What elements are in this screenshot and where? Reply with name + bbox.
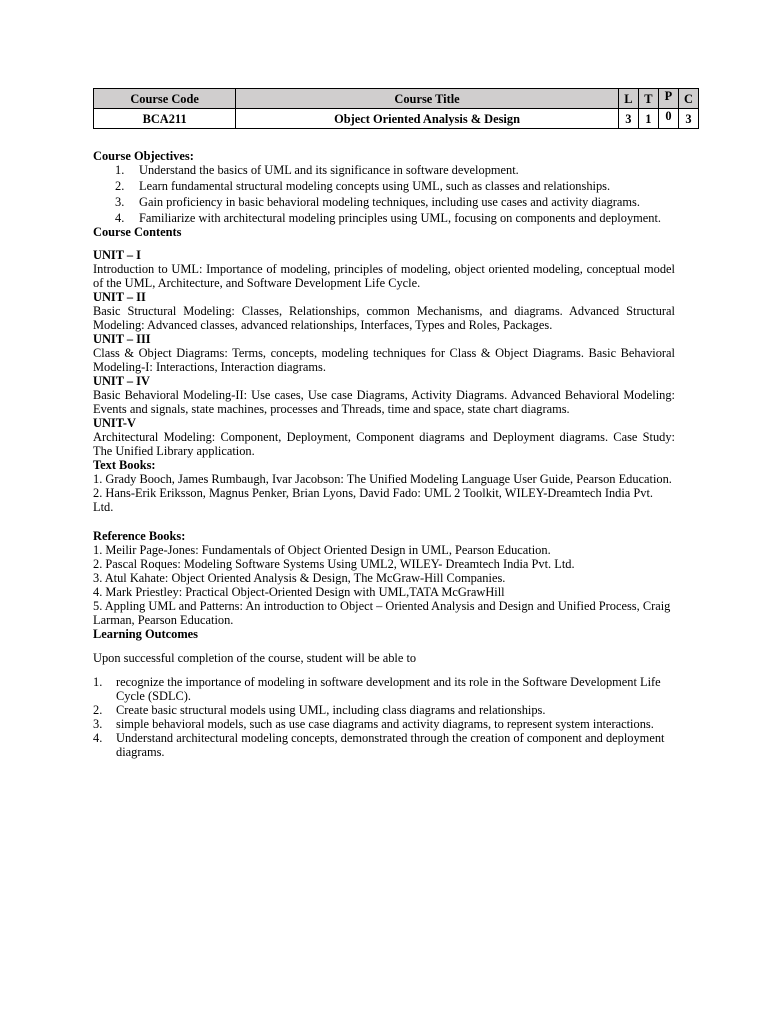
syllabus-page xyxy=(93,88,693,759)
course-code-header: Course Code xyxy=(94,89,236,109)
reference-book-item: 1. Meilir Page-Jones: Fundamentals of Object Oriented Design in UML, Pearson Education. xyxy=(93,543,551,557)
objective-item: 3. Gain proficiency in basic behavioral modeling techniques, including use cases and activity diagrams. xyxy=(115,195,640,209)
outcomes-heading: Learning Outcomes xyxy=(93,627,198,641)
lecture-cell: 3 xyxy=(618,109,638,129)
text-book-item: 1. Grady Booch, James Rumbaugh, Ivar Jacobson: The Unified Modeling Language User Guide, Pearson Education. xyxy=(93,472,672,486)
course-title-header: Course Title xyxy=(236,89,619,109)
tutorial-header: T xyxy=(638,89,658,109)
text-books-heading: Text Books: xyxy=(93,458,156,472)
unit-3-title: UNIT – III xyxy=(93,332,151,346)
objective-item: 4. Familiarize with architectural modeling principles using UML, focusing on components and deployment. xyxy=(115,211,662,225)
practical-header: P xyxy=(658,89,678,109)
practical-cell: 0 xyxy=(658,109,678,129)
unit-1-text: Introduction to UML: Importance of modeling, principles of modeling, object oriented modeling, conceptual model of the UML, Architecture, and Software Development Life Cycle. xyxy=(93,262,675,290)
unit-4-text: Basic Behavioral Modeling-II: Use cases, Use case Diagrams, Activity Diagrams. Advanced Behavioral Modeling: Events and signals, state machines, processes and Threads, time and space, state chart diagrams. xyxy=(93,388,675,416)
unit-2-title: UNIT – II xyxy=(93,290,146,304)
course-table-header-row xyxy=(94,89,699,109)
course-title-cell: Object Oriented Analysis & Design xyxy=(236,109,619,129)
objective-item: 1. Understand the basics of UML and its significance in software development. xyxy=(115,163,519,177)
outcome-item: 4. Understand architectural modeling concepts, demonstrated through the creation of component and deployment diagrams. xyxy=(93,731,665,759)
credits-header: C xyxy=(678,89,698,109)
objectives-list xyxy=(93,163,675,225)
credits-cell: 3 xyxy=(678,109,698,129)
outcomes-list xyxy=(93,675,675,759)
outcomes-intro: Upon successful completion of the course, student will be able to xyxy=(93,651,417,665)
course-code-cell: BCA211 xyxy=(94,109,236,129)
contents-heading: Course Contents xyxy=(93,225,182,239)
unit-2-text: Basic Structural Modeling: Classes, Relationships, common Mechanisms, and diagrams. Advanced Structural Modeling: Advanced classes, advanced relationships, Interfaces, Types and Roles, Packages. xyxy=(93,304,675,332)
lecture-header: L xyxy=(618,89,638,109)
tutorial-cell: 1 xyxy=(638,109,658,129)
objectives-heading: Course Objectives: xyxy=(93,149,194,163)
reference-book-item: 2. Pascal Roques: Modeling Software Systems Using UML2, WILEY- Dreamtech India Pvt. Ltd. xyxy=(93,557,575,571)
reference-book-item: 4. Mark Priestley: Practical Object-Oriented Design with UML,TATA McGrawHill xyxy=(93,585,505,599)
course-table xyxy=(93,88,699,129)
objective-item: 2. Learn fundamental structural modeling concepts using UML, such as classes and relationships. xyxy=(115,179,611,193)
unit-5-title: UNIT-V xyxy=(93,416,136,430)
reference-book-item: 5. Appling UML and Patterns: An introduction to Object – Oriented Analysis and Design and Unified Process, Craig Larman, Pearson Education. xyxy=(93,599,671,627)
outcome-item: 1. recognize the importance of modeling in software development and its role in the Software Development Life Cycle (SDLC). xyxy=(93,675,661,703)
reference-books-heading: Reference Books: xyxy=(93,529,186,543)
text-book-item: 2. Hans-Erik Eriksson, Magnus Penker, Brian Lyons, David Fado: UML 2 Toolkit, WILEY-Dreamtech India Pvt. Ltd. xyxy=(93,486,654,514)
unit-3-text: Class & Object Diagrams: Terms, concepts, modeling techniques for Class & Object Diagrams. Basic Behavioral Modeling-I: Interactions, Interaction diagrams. xyxy=(93,346,675,374)
reference-book-item: 3. Atul Kahate: Object Oriented Analysis & Design, The McGraw-Hill Companies. xyxy=(93,571,506,585)
unit-4-title: UNIT – IV xyxy=(93,374,150,388)
unit-1-title: UNIT – I xyxy=(93,248,141,262)
course-table-row xyxy=(94,109,699,129)
outcome-item: 3. simple behavioral models, such as use case diagrams and activity diagrams, to represent system interactions. xyxy=(93,717,654,731)
outcome-item: 2. Create basic structural models using UML, including class diagrams and relationships. xyxy=(93,703,546,717)
unit-5-text: Architectural Modeling: Component, Deployment, Component diagrams and Deployment diagrams. Case Study: The Unified Library application. xyxy=(93,430,675,458)
